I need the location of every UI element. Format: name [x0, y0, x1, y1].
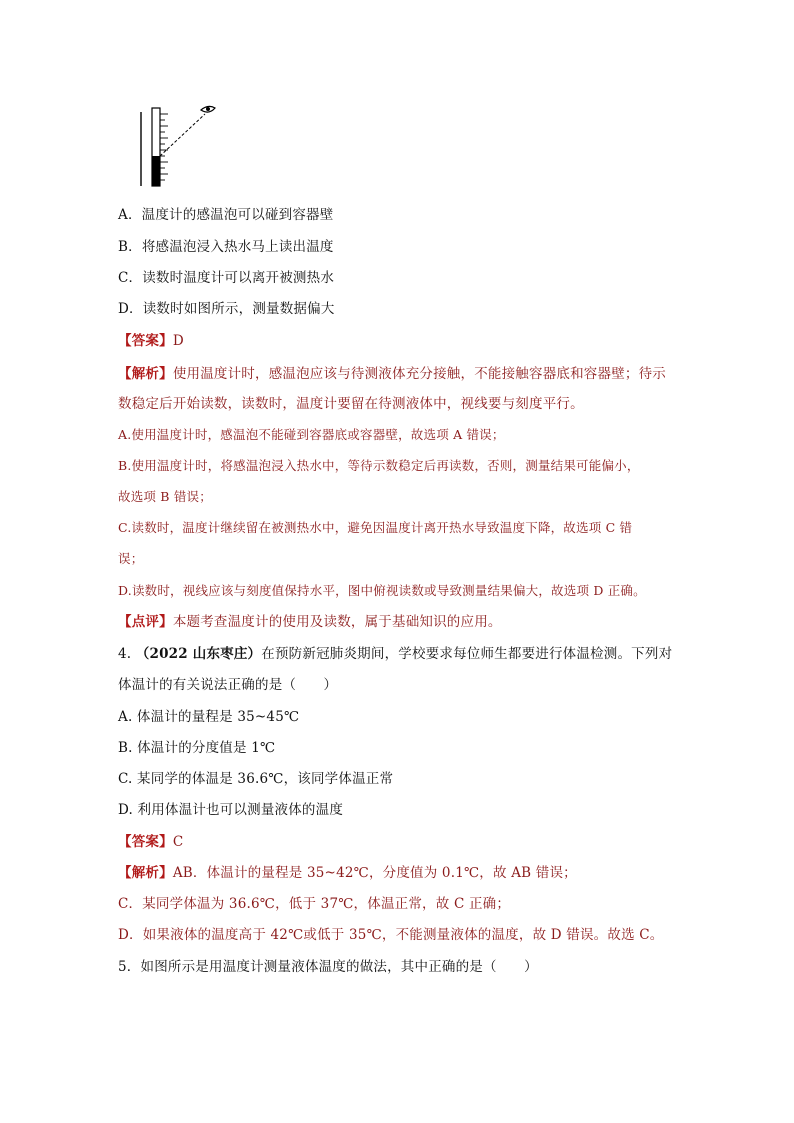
- comment-text: 本题考查温度计的使用及读数，属于基础知识的应用。: [172, 614, 502, 630]
- answer-tag: 【答案】: [118, 333, 173, 349]
- option-b: B．将感温泡浸入热水马上读出温度: [118, 239, 334, 255]
- option-c: C. 某同学的体温是 36.6℃，该同学体温正常: [118, 771, 394, 787]
- analysis-text: 使用温度计时，感温泡应该与待测液体充分接触，不能接触容器底和容器壁；待示: [172, 366, 667, 382]
- option-d: D．读数时如图所示，测量数据偏大: [118, 301, 335, 317]
- answer-line: [118, 331, 184, 351]
- question-4-stem-line-2: 体温计的有关说法正确的是（ ）: [118, 677, 338, 693]
- analysis-line-3: D．如果液体的温度高于 42℃或低于 35℃，不能测量液体的温度，故 D 错误。故选 C。: [118, 927, 664, 943]
- option-b: B. 体温计的分度值是 1℃: [118, 740, 276, 756]
- question-text: 在预防新冠肺炎期间，学校要求每位师生都要进行体温检测。下列对: [261, 646, 673, 662]
- option-a: A. 体温计的量程是 35~45℃: [118, 709, 300, 725]
- explain-line: A.使用温度计时，感温泡不能碰到容器底或容器壁，故选项 A 错误；: [118, 427, 505, 442]
- analysis-tag: 【解析】: [118, 865, 173, 881]
- mercury-column: [152, 156, 160, 186]
- eye-icon: [201, 106, 215, 112]
- explain-line: B.使用温度计时，将感温泡浸入热水中，等待示数稳定后再读数，否则，测量结果可能偏小，: [118, 458, 640, 473]
- explain-line: 误；: [118, 551, 144, 566]
- option-c: C．读数时温度计可以离开被测热水: [118, 270, 335, 286]
- explain-line: 故选项 B 错误；: [118, 489, 212, 504]
- question-4-stem: [118, 644, 672, 664]
- scale-ticks: [160, 114, 168, 180]
- explain-line: C.读数时，温度计继续留在被测热水中，避免因温度计离开热水导致温度下降，故选项 C 错: [118, 520, 633, 535]
- question-number: 4.: [118, 646, 132, 662]
- option-d: D. 利用体温计也可以测量液体的温度: [118, 802, 344, 818]
- explain-line: D.读数时，视线应该与刻度值保持水平，图中俯视读数或导致测量结果偏大，故选项 D 正确。: [118, 583, 646, 598]
- option-a: A．温度计的感温泡可以碰到容器壁: [118, 207, 334, 223]
- analysis-line-1: [118, 863, 577, 883]
- answer-value: D: [172, 333, 184, 349]
- answer-value: C: [172, 834, 184, 850]
- answer-tag: 【答案】: [118, 834, 173, 850]
- answer-line: [118, 832, 183, 852]
- analysis-line-2: 数稳定后开始读数，读数时，温度计要留在待测液体中，视线要与刻度平行。: [118, 396, 584, 412]
- analysis-tag: 【解析】: [118, 366, 173, 382]
- analysis-line-1: [118, 364, 666, 384]
- comment-line: [118, 612, 502, 632]
- thermometer-figure: [135, 100, 225, 192]
- comment-tag: 【点评】: [118, 614, 173, 630]
- analysis-text: AB．体温计的量程是 35~42℃，分度值为 0.1℃，故 AB 错误；: [172, 865, 577, 881]
- question-source: （2022 山东枣庄）: [135, 646, 262, 662]
- question-5-stem: 5．如图所示是用温度计测量液体温度的做法，其中正确的是（ ）: [118, 959, 538, 975]
- analysis-line-2: C．某同学体温为 36.6℃，低于 37℃，体温正常，故 C 正确；: [118, 896, 511, 912]
